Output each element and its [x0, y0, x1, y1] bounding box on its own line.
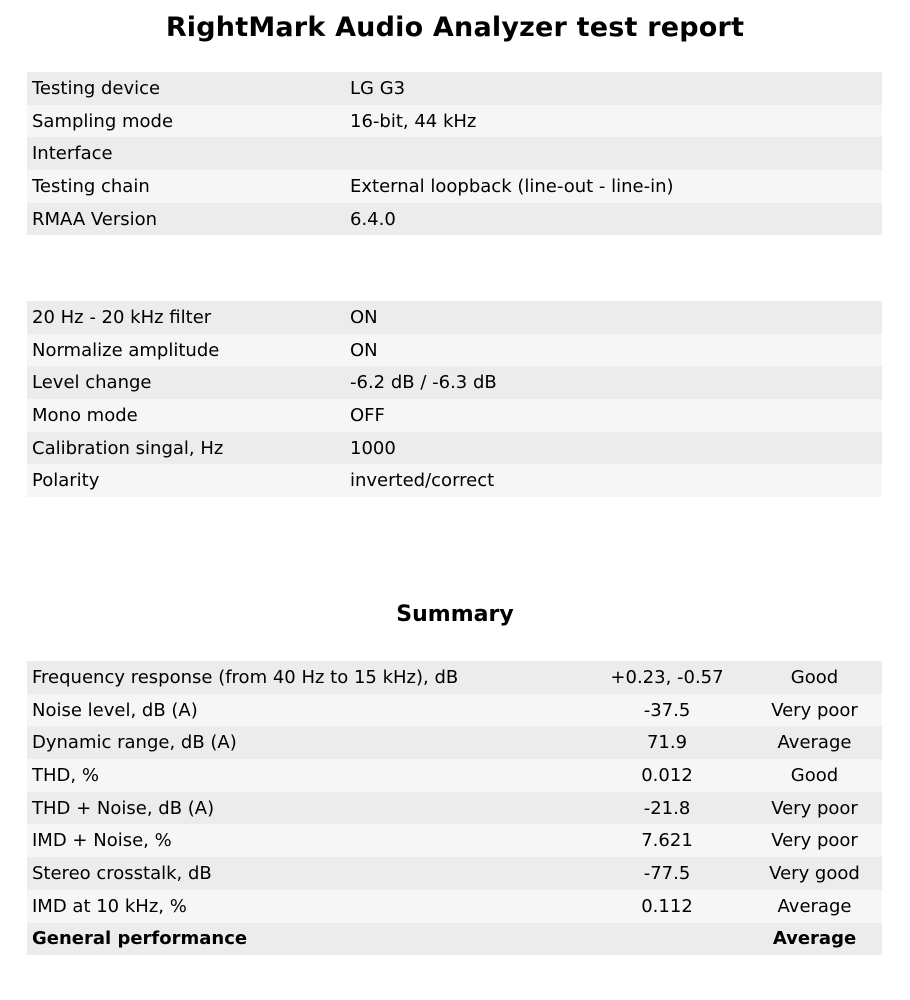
summary-value: +0.23, -0.57: [587, 661, 747, 694]
table-row: [27, 334, 882, 367]
summary-param: Stereo crosstalk, dB: [27, 857, 587, 890]
table-row: [27, 105, 882, 138]
mono-mode-label: Mono mode: [27, 399, 345, 432]
table-row: [27, 694, 882, 727]
interface-value: [345, 137, 882, 170]
calibration-value: 1000: [345, 432, 882, 465]
device-info-table: [27, 72, 882, 235]
level-change-label: Level change: [27, 366, 345, 399]
summary-value: 71.9: [587, 726, 747, 759]
general-performance-rating: Average: [747, 923, 882, 956]
interface-label: Interface: [27, 137, 345, 170]
table-row: [27, 792, 882, 825]
polarity-label: Polarity: [27, 464, 345, 497]
summary-param: THD, %: [27, 759, 587, 792]
summary-value: 7.621: [587, 824, 747, 857]
device-label: Testing device: [27, 72, 345, 105]
summary-rating: Good: [747, 661, 882, 694]
table-row: [27, 759, 882, 792]
summary-rating: Very poor: [747, 694, 882, 727]
table-row: [27, 203, 882, 236]
mono-mode-value: OFF: [345, 399, 882, 432]
table-row: [27, 399, 882, 432]
testing-chain-value: External loopback (line-out - line-in): [345, 170, 882, 203]
calibration-label: Calibration singal, Hz: [27, 432, 345, 465]
table-row: [27, 72, 882, 105]
summary-param: THD + Noise, dB (A): [27, 792, 587, 825]
summary-heading: Summary: [396, 602, 514, 627]
level-change-value: -6.2 dB / -6.3 dB: [345, 366, 882, 399]
summary-rating: Average: [747, 890, 882, 923]
sampling-mode-label: Sampling mode: [27, 105, 345, 138]
table-row: [27, 432, 882, 465]
summary-param: Frequency response (from 40 Hz to 15 kHz), dB: [27, 661, 587, 694]
table-row: [27, 726, 882, 759]
summary-value: 0.112: [587, 890, 747, 923]
table-row: [27, 137, 882, 170]
normalize-label: Normalize amplitude: [27, 334, 345, 367]
summary-rating: Very good: [747, 857, 882, 890]
summary-param: Noise level, dB (A): [27, 694, 587, 727]
summary-rating: Very poor: [747, 792, 882, 825]
summary-value: -37.5: [587, 694, 747, 727]
settings-table: [27, 301, 882, 497]
summary-table: [27, 661, 882, 955]
table-row: [27, 890, 882, 923]
rmaa-version-value: 6.4.0: [345, 203, 882, 236]
normalize-value: ON: [345, 334, 882, 367]
summary-rating: Good: [747, 759, 882, 792]
filter-label: 20 Hz - 20 kHz filter: [27, 301, 345, 334]
summary-rating: Average: [747, 726, 882, 759]
table-row: [27, 661, 882, 694]
table-row: [27, 857, 882, 890]
summary-param: IMD at 10 kHz, %: [27, 890, 587, 923]
summary-param: Dynamic range, dB (A): [27, 726, 587, 759]
general-performance-row: [27, 923, 882, 956]
table-row: [27, 170, 882, 203]
table-row: [27, 301, 882, 334]
sampling-mode-value: 16-bit, 44 kHz: [345, 105, 882, 138]
summary-rating: Very poor: [747, 824, 882, 857]
general-performance-label: General performance: [27, 923, 587, 956]
summary-param: IMD + Noise, %: [27, 824, 587, 857]
polarity-value: inverted/correct: [345, 464, 882, 497]
table-row: [27, 824, 882, 857]
filter-value: ON: [345, 301, 882, 334]
table-row: [27, 366, 882, 399]
table-row: [27, 464, 882, 497]
report-title: RightMark Audio Analyzer test report: [165, 12, 745, 43]
device-value: LG G3: [345, 72, 882, 105]
general-performance-value: [587, 923, 747, 956]
rmaa-version-label: RMAA Version: [27, 203, 345, 236]
summary-value: -21.8: [587, 792, 747, 825]
summary-value: -77.5: [587, 857, 747, 890]
testing-chain-label: Testing chain: [27, 170, 345, 203]
summary-value: 0.012: [587, 759, 747, 792]
